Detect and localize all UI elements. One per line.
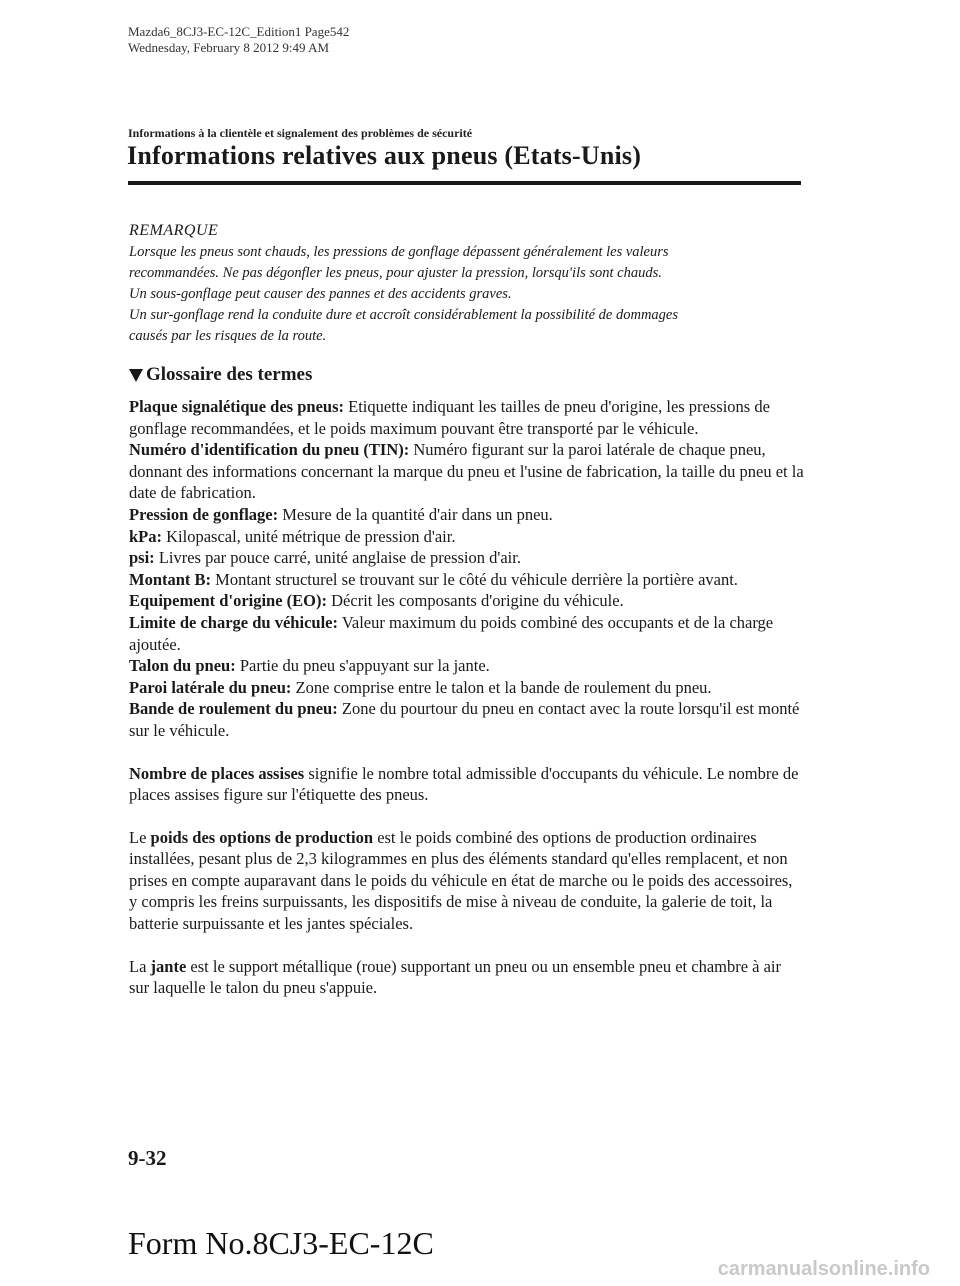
glossary-definition: Décrit les composants d'origine du véhicule.: [331, 591, 624, 611]
note-heading: REMARQUE: [129, 222, 219, 239]
glossary-entry: [129, 612, 804, 655]
glossary-entry: [129, 698, 804, 741]
glossary-heading: [129, 364, 312, 386]
note-line: Un sous-gonflage peut causer des pannes et des accidents graves.: [129, 286, 512, 302]
glossary-entry: [129, 439, 804, 504]
glossary-definition: Partie du pneu s'appuyant sur la jante.: [239, 656, 490, 676]
paragraph-prefix: Le: [129, 827, 151, 847]
glossary-entry: [129, 590, 804, 612]
paragraph-term: jante: [150, 956, 187, 976]
glossary-definition: Montant structurel se trouvant sur le côté du véhicule derrière la portière avant.: [215, 569, 738, 589]
glossary-definition: Zone comprise entre le talon et la bande de roulement du pneu.: [295, 677, 712, 697]
glossary-term: Paroi latérale du pneu:: [129, 677, 292, 697]
glossary-term: Plaque signalétique des pneus:: [129, 397, 344, 416]
glossary-term: Pression de gonflage:: [129, 504, 279, 524]
glossary-term: Bande de roulement du pneu:: [129, 699, 338, 719]
print-metadata: [128, 24, 349, 56]
glossary-entry: [129, 655, 804, 677]
glossary-term: psi:: [129, 548, 155, 568]
glossary-definition: Mesure de la quantité d'air dans un pneu.: [282, 504, 553, 524]
glossary-term: kPa:: [129, 526, 162, 546]
section-label: Informations à la clientèle et signalement des problèmes de sécurité: [128, 126, 473, 140]
glossary-definition: Zone du pourtour du pneu en contact avec la route lorsqu'il est monté sur le véhicule.: [129, 699, 800, 740]
page-title: Informations relatives aux pneus (Etats-Unis): [127, 141, 642, 170]
print-metadata-file: Mazda6_8CJ3-EC-12C_Edition1 Page542: [128, 24, 350, 39]
paragraph-prefix: La: [129, 956, 151, 976]
glossary-term: Numéro d'identification du pneu (TIN):: [129, 440, 410, 460]
note-line: recommandées. Ne pas dégonfler les pneus, pour ajuster la pression, lorsqu'ils sont chauds.: [129, 265, 662, 281]
form-number: Form No.8CJ3-EC-12C: [128, 1225, 434, 1261]
watermark: carmanualsonline.info: [717, 1258, 930, 1280]
title-rule: [128, 181, 801, 185]
paragraph-production-options: [129, 827, 804, 935]
note-line: causés par les risques de la route.: [129, 328, 327, 344]
glossary-entry: [129, 677, 804, 699]
paragraph-seating: [129, 763, 804, 806]
glossary-entry: [129, 504, 804, 526]
paragraph-text: est le poids combiné des options de production ordinaires installées, pesant plus de 2,3 kilogrammes en plus des éléments standard qu'elles remplacent, et non prises en compte auparavant dans le poids du véhicule en état de marche ou le poids des accessoires, y compris les freins surpuissants, les dispositifs de mise à niveau de conduite, la galerie de toit, la batterie surpuissante et les jantes spéciales.: [129, 827, 793, 934]
glossary-definition: Numéro figurant sur la paroi latérale de chaque pneu, donnant des informations concernant la marque du pneu et l'usine de fabrication, la taille du pneu et la date de fabrication.: [129, 440, 804, 503]
glossary-term: Montant B:: [129, 569, 212, 589]
glossary-heading-text: Glossaire des termes: [146, 364, 313, 385]
glossary-term: Equipement d'origine (EO):: [129, 591, 328, 611]
glossary-entry: [129, 569, 804, 591]
print-metadata-date: Wednesday, February 8 2012 9:49 AM: [128, 40, 330, 55]
glossary-term: Talon du pneu:: [129, 656, 236, 676]
glossary-definition: Valeur maximum du poids combiné des occupants et de la charge ajoutée.: [129, 612, 774, 654]
glossary-entry: [129, 547, 804, 569]
triangle-down-icon: [129, 369, 143, 382]
note-block: [129, 222, 799, 347]
note-line: Lorsque les pneus sont chauds, les pressions de gonflage dépassent généralement les valeurs: [129, 244, 669, 260]
glossary-definition: Etiquette indiquant les tailles de pneu d'origine, les pressions de gonflage recommandées, et le poids maximum pouvant être transporté par le véhicule.: [129, 397, 770, 438]
glossary-definition: Livres par pouce carré, unité anglaise de pression d'air.: [158, 548, 521, 568]
glossary-definition: Kilopascal, unité métrique de pression d'air.: [166, 526, 456, 546]
note-line: Un sur-gonflage rend la conduite dure et accroît considérablement la possibilité de dommages: [129, 307, 679, 323]
glossary-entry: [129, 526, 804, 548]
paragraph-text: signifie le nombre total admissible d'occupants du véhicule. Le nombre de places assises figure sur l'étiquette des pneus.: [129, 763, 799, 805]
page-number: 9-32: [128, 1146, 167, 1170]
paragraph-rim: [129, 956, 804, 999]
paragraph-term: poids des options de production: [150, 827, 374, 847]
glossary-body: [129, 396, 804, 999]
glossary-term: Limite de charge du véhicule:: [129, 612, 338, 632]
paragraph-term: Nombre de places assises: [129, 763, 305, 783]
paragraph-text: est le support métallique (roue) supportant un pneu ou un ensemble pneu et chambre à air sur laquelle le talon du pneu s'appuie.: [129, 956, 782, 998]
glossary-entry: [129, 396, 804, 439]
